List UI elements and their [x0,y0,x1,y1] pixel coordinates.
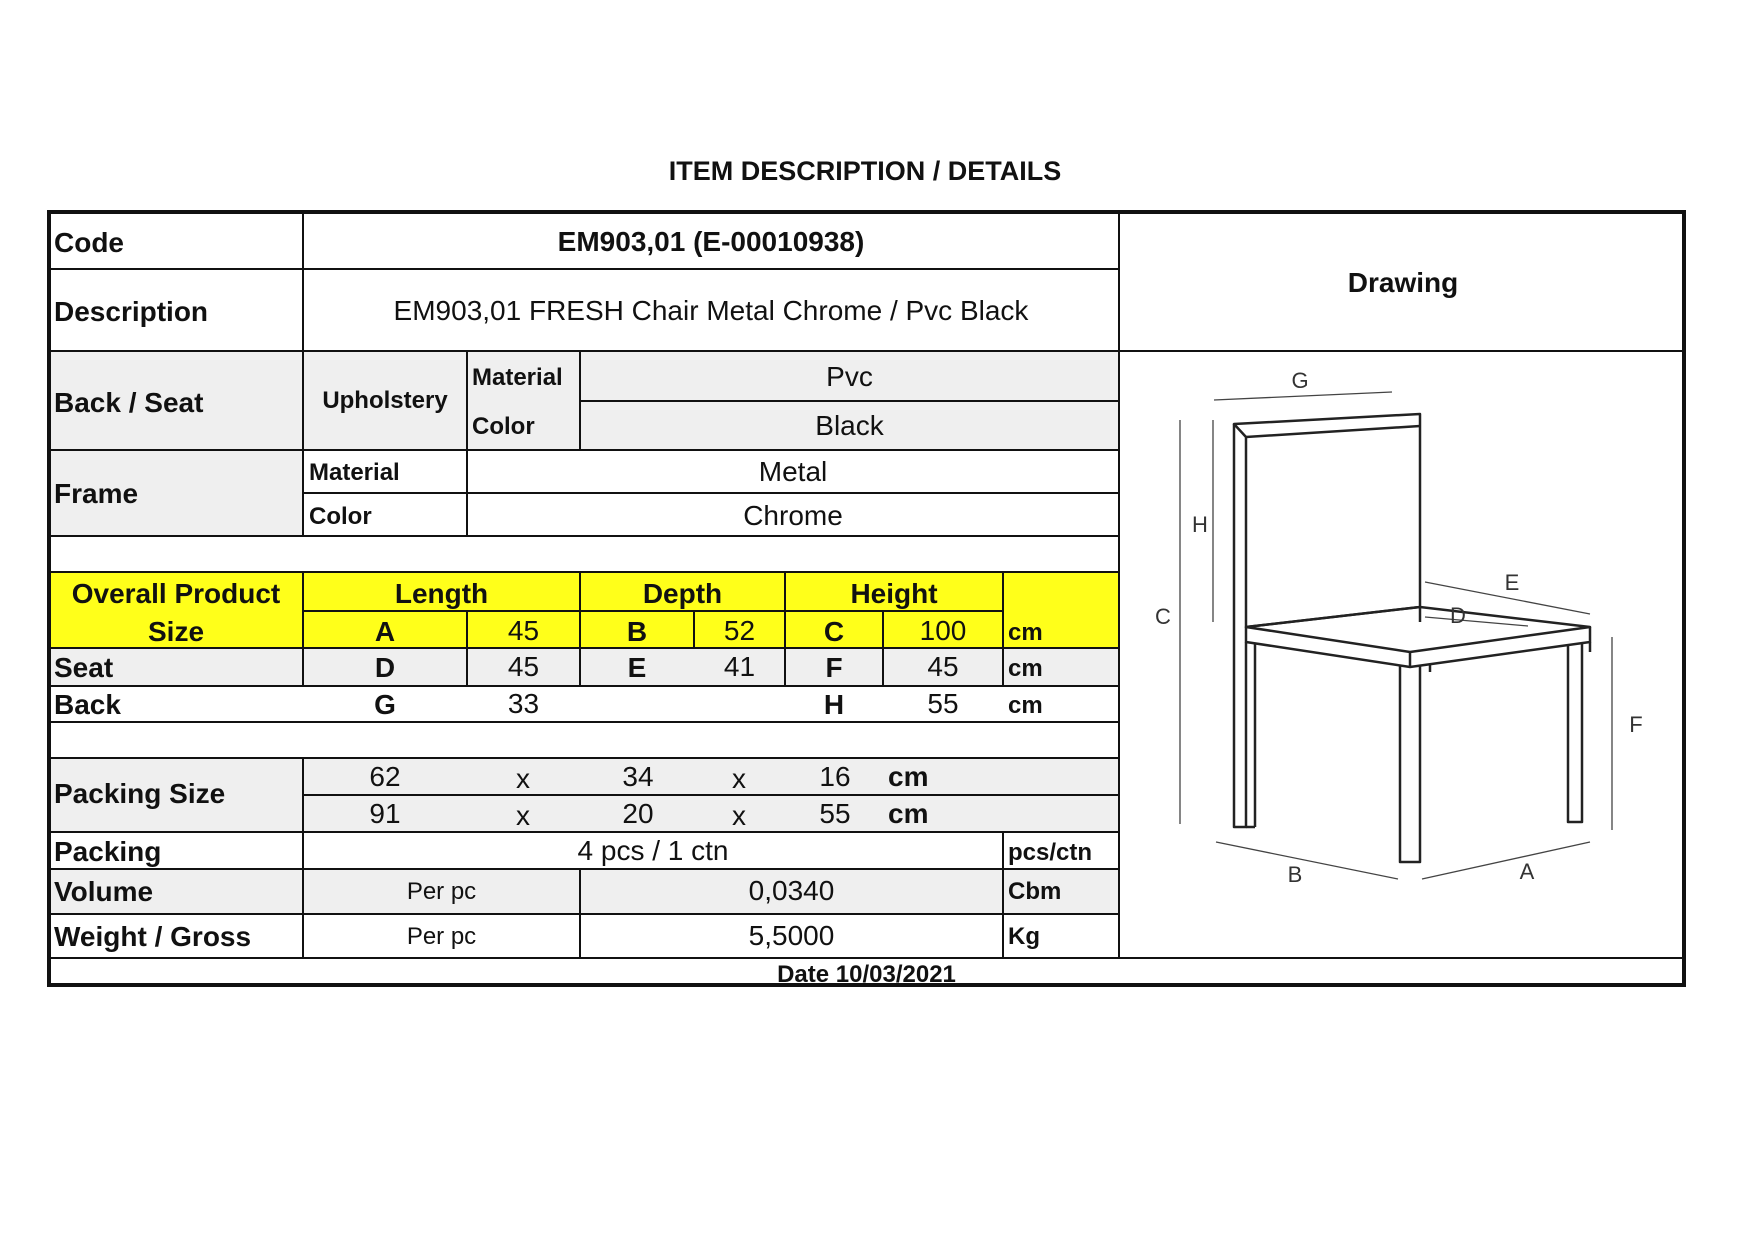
date-footer: Date 10/03/2021 [777,961,956,988]
frame-label: Frame [54,478,139,509]
drawing-label: Drawing [1347,267,1459,298]
packing-row2-unit: cm [888,798,929,829]
back-g-value: 33 [507,688,540,719]
back-h-code: H [823,689,845,720]
volume-per: Per pc [406,878,477,905]
overall-size-label-1: Overall Product [71,578,281,609]
frame-color-label: Color [309,503,372,530]
weight-unit: Kg [1008,923,1040,950]
chair-backrest [1234,414,1420,627]
chair-drawing [1120,352,1684,956]
height-code: C [823,616,845,647]
dim-label-h: H [1192,512,1208,537]
volume-value: 0,0340 [748,875,835,906]
back-g-code: G [374,689,396,720]
packing-row1-x2: x [732,763,746,794]
volume-unit: Cbm [1008,878,1062,905]
packing-value: 4 pcs / 1 ctn [577,835,729,866]
overall-size-label-2: Size [147,616,205,647]
dim-label-a: A [1519,859,1535,884]
frame-color-value: Chrome [743,500,843,531]
packing-row1-h: 16 [819,761,851,792]
packing-size-label: Packing Size [54,778,226,809]
seat-unit: cm [1008,655,1043,682]
dim-label-g: G [1291,368,1309,393]
chair-leg-right [1568,643,1582,822]
seat-e-code: E [627,652,647,683]
seat-label: Seat [54,652,114,683]
backseat-label: Back / Seat [54,387,204,418]
description-label: Description [54,296,209,327]
length-value: 45 [507,615,540,646]
seat-d-code: D [374,652,396,683]
dim-label-c: C [1155,604,1171,629]
backseat-color-value: Black [815,410,884,441]
packing-row1-unit: cm [888,761,929,792]
depth-code: B [626,616,648,647]
frame-material-value: Metal [758,456,828,487]
packing-row2-x1: x [516,800,530,831]
length-header: Length [394,578,489,609]
packing-unit: pcs/ctn [1008,839,1093,866]
weight-value: 5,5000 [748,920,835,951]
packing-label: Packing [54,836,162,867]
packing-row1-w: 34 [622,761,654,792]
chair-seat [1246,607,1590,652]
dim-label-b: B [1287,862,1303,887]
back-h-value: 55 [927,688,959,719]
height-header: Height [850,578,938,609]
backseat-material-label: Material [472,364,563,391]
seat-f-value: 45 [927,651,959,682]
depth-header: Depth [642,578,723,609]
weight-label: Weight / Gross [54,921,252,952]
back-unit: cm [1008,692,1043,719]
back-label: Back [54,689,121,720]
packing-row2-h: 55 [819,798,851,829]
code-label: Code [54,227,124,258]
volume-label: Volume [54,876,154,907]
height-value: 100 [919,615,967,646]
seat-f-code: F [825,652,843,683]
packing-row1-l: 62 [369,761,401,792]
backseat-color-label: Color [472,413,535,440]
document-title: ITEM DESCRIPTION / DETAILS [668,156,1062,186]
backseat-material-value: Pvc [826,361,873,392]
packing-row1-x1: x [516,763,530,794]
code-value: EM903,01 (E-00010938) [557,226,865,257]
length-code: A [374,616,396,647]
description-value: EM903,01 FRESH Chair Metal Chrome / Pvc Black [393,295,1029,326]
upholstery-label: Upholstery [322,387,448,414]
weight-per: Per pc [406,923,477,950]
dim-label-d: D [1450,603,1466,628]
overall-unit: cm [1008,619,1043,646]
depth-value: 52 [723,615,756,646]
chair-leg-back-left [1234,424,1246,827]
packing-row2-x2: x [732,800,746,831]
dim-label-e: E [1504,570,1520,595]
frame-material-label: Material [309,459,400,486]
packing-row2-w: 20 [622,798,654,829]
seat-e-value: 41 [723,651,756,682]
packing-row2-l: 91 [369,798,401,829]
seat-d-value: 45 [507,651,540,682]
chair-leg-front [1400,666,1420,862]
dim-label-f: F [1629,712,1643,737]
